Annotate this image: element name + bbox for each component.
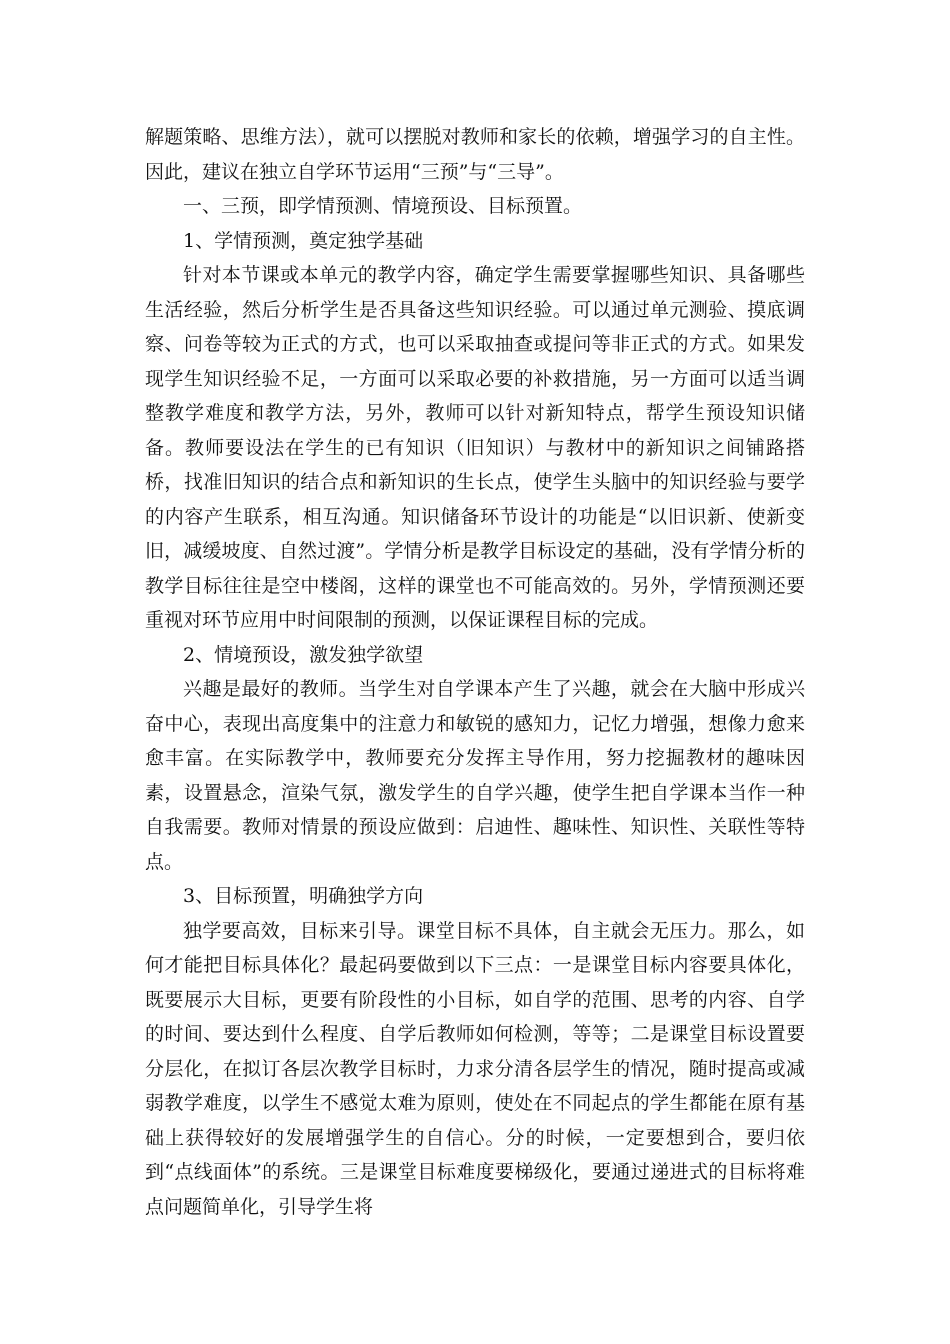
paragraph-goal-preset: 独学要高效，目标来引导。课堂目标不具体，自主就会无压力。那么，如何才能把目标具体化？最起码要做到以下三点：一是课堂目标内容要具体化，既要展示大目标，更要有阶段性的小目标，如自学的范围、思考的内容、自学的时间、要达到什么程度、自学后教师如何检测，等等；二是课堂目标设置要分层化，在拟订各层次教学目标时，力求分清各层学生的情况，随时提高或减弱教学难度，以学生不感觉太难为原则，使处在不同起点的学生都能在原有基础上获得较好的发展增强学生的自信心。分的时候，一定要想到合，要归依到“点线面体”的系统。三是课堂目标难度要梯级化，要通过递进式的目标将难点问题简单化，引导学生将 [145,919,805,1218]
subheading-goal-preset: 3、目标预置，明确独学方向 [183,885,424,907]
subheading-situation-preset: 2、情境预设，激发独学欲望 [183,643,424,666]
section-heading-three-pre: 一、三预，即学情预测、情境预设、目标预置。 [183,195,583,217]
document-body [145,120,805,1224]
paragraph-continuation: 解题策略、思维方法），就可以摆脱对教师和家长的依赖，增强学习的自主性。因此，建议在独立自学环节运用“三预”与“三导”。 [145,126,805,183]
paragraph-situation-preset: 兴趣是最好的教师。当学生对自学课本产生了兴趣，就会在大脑中形成兴奋中心，表现出高度集中的注意力和敏锐的感知力，记忆力增强，想像力愈来愈丰富。在实际教学中，教师要充分发挥主导作用，努力挖掘教材的趣味因素，设置悬念，渲染气氛，激发学生的自学兴趣，使学生把自学课本当作一种自我需要。教师对情景的预设应做到：启迪性、趣味性、知识性、关联性等特点。 [145,678,805,873]
paragraph-learning-prediction: 针对本节课或本单元的教学内容，确定学生需要掌握哪些知识、具备哪些生活经验，然后分析学生是否具备这些知识经验。可以通过单元测验、摸底调察、问卷等较为正式的方式，也可以采取抽查或提问等非正式的方式。如果发现学生知识经验不足，一方面可以采取必要的补救措施，另一方面可以适当调整教学难度和教学方法，另外，教师可以针对新知特点，帮学生预设知识储备。教师要设法在学生的已有知识（旧知识）与教材中的新知识之间铺路搭桥，找准旧知识的结合点和新知识的生长点，使学生头脑中的知识经验与要学的内容产生联系，相互沟通。知识储备环节设计的功能是“以旧识新、使新变旧，减缓坡度、自然过渡”。学情分析是教学目标设定的基础，没有学情分析的教学目标往往是空中楼阁，这样的课堂也不可能高效的。另外，学情预测还要重视对环节应用中时间限制的预测，以保证课程目标的完成。 [145,264,805,631]
subheading-learning-prediction: 1、学情预测，奠定独学基础 [183,229,424,252]
